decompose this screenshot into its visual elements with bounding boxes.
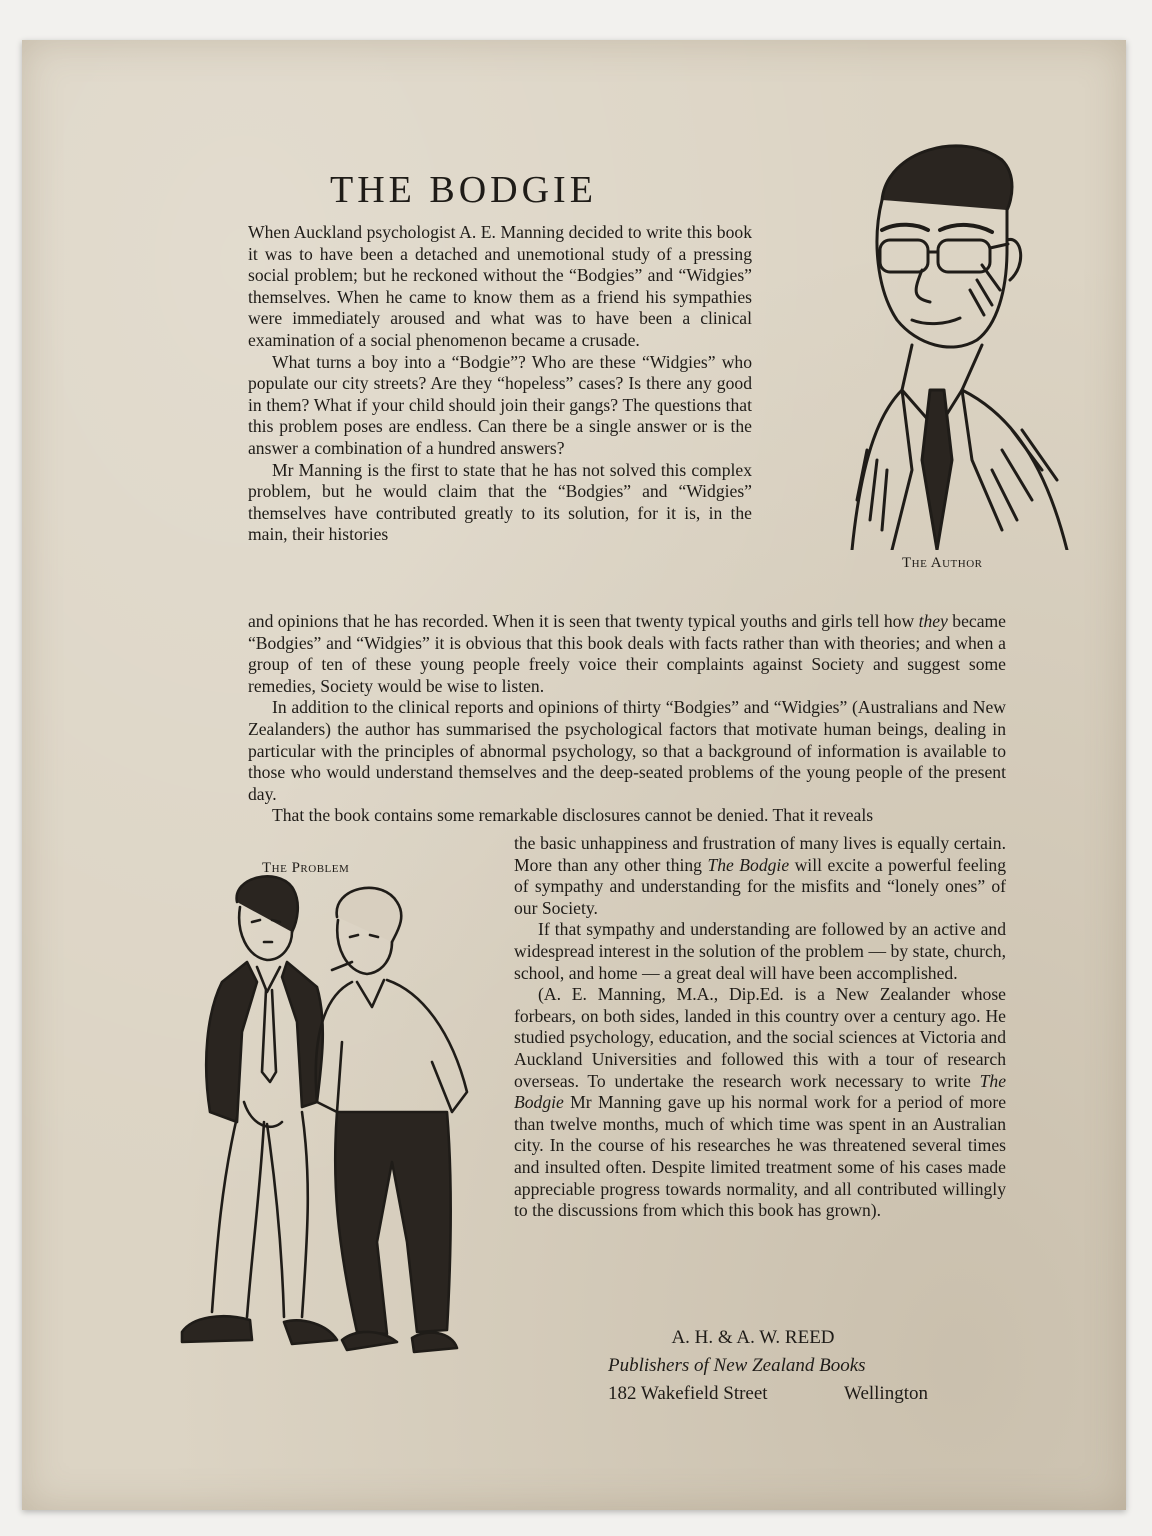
paragraph-disclosures-start: That the book contains some remarkable disclosures cannot be denied. That it reveals — [272, 805, 874, 826]
two-youths-drawing-icon — [152, 862, 472, 1362]
paragraph-clinical-reports: In addition to the clinical reports and opinions of thirty “Bodgies” and “Widgies” (Australians and New Zealanders) the author has summarised the psychological factors that motivate human beings, dealing in particular with the principles of abnormal psychology, so that a background of information is available to those who would understand themselves and the deep-seated problems of the young people of the present day. — [248, 697, 1006, 804]
publisher-tagline: Publishers of New Zealand Books — [608, 1355, 866, 1376]
wide-column — [248, 611, 1006, 827]
publisher-address — [608, 1380, 928, 1408]
author-caption: The Author — [902, 555, 983, 571]
publisher-street: 182 Wakefield Street — [608, 1383, 768, 1404]
paragraph-disclosures-continued: the basic unhappiness and frustration of many lives is equally certain. More than any other thing The Bodgie will excite a powerful feeling of sympathy and understanding for the misfits and “lonely ones” of our Society. — [514, 833, 1006, 918]
publisher-city: Wellington — [844, 1383, 928, 1404]
right-column — [514, 833, 1006, 1222]
intro-column — [248, 222, 752, 546]
paragraph-sympathy: If that sympathy and understanding are followed by an active and widespread interest in the solution of the problem — by state, church, school, and home — a great deal will have been accomplished. — [514, 919, 1006, 983]
paragraph-manning-continued: and opinions that he has recorded. When it is seen that twenty typical youths and girls tell how they became “Bodgies” and “Widgies” it is obvious that this book deals with facts rather than with theories; and when a group of ten of these young people freely voice their complaints against Society and suggest some remedies, Society would be wise to listen. — [248, 611, 1006, 696]
book-title: THE BODGIE — [330, 169, 597, 211]
publisher-name: A. H. & A. W. REED — [671, 1327, 835, 1348]
book-back-cover — [22, 40, 1126, 1510]
paragraph-author-bio: (A. E. Manning, M.A., Dip.Ed. is a New Zealander whose forbears, on both sides, landed in this country over a century ago. He studied psychology, education, and the social sciences at Victoria and Auckland Universities and followed this with a tour of research overseas. To undertake the research work necessary to write The Bodgie Mr Manning gave up his normal work for a period of more than twelve months, much of which time was spent in an Australian city. In the course of his researches he was threatened several times and insulted often. Despite limited treatment some of his cases made appreciable progress towards normality, and all contributed willingly to the discussions from which this book has grown). — [514, 984, 1006, 1221]
problem-caption: The Problem — [262, 860, 350, 876]
paragraph-intro: When Auckland psychologist A. E. Manning decided to write this book it was to have been a detached and unemotional study of a pressing social problem; but he reckoned without the “Bodgies” and “Widgies” themselves. When he came to know them as a friend his sympathies were immediately aroused and what was to have been a clinical examination of a social phenomenon became a crusade. — [248, 222, 752, 350]
paragraph-questions: What turns a boy into a “Bodgie”? Who are these “Widgies” who populate our city streets? Are they “hopeless” cases? Is there any good in them? What if your child should join their gangs? The questions that this problem poses are endless. Can there be a single answer or is the answer a combination of a hundred answers? — [248, 351, 752, 458]
publisher-block — [608, 1324, 928, 1408]
author-portrait-icon — [842, 130, 1072, 550]
paragraph-manning-start: Mr Manning is the first to state that he has not solved this complex problem, but he would claim that the “Bodgies” and “Widgies” themselves have contributed greatly to its solution, for it is, in the main, their histories — [248, 459, 752, 545]
